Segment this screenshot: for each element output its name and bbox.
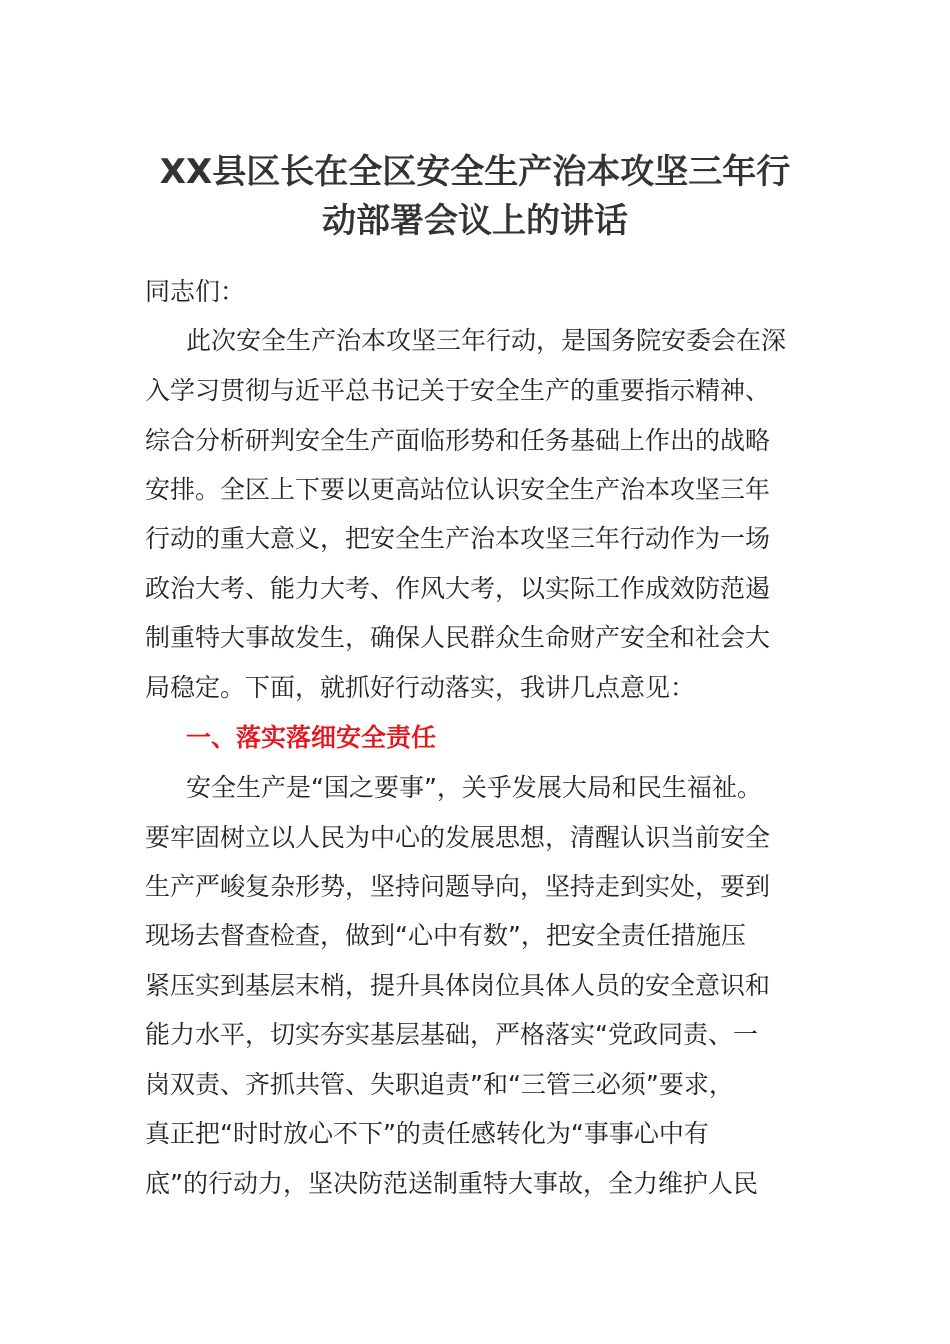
paragraph-2-line-2: 要牢固树立以人民为中心的发展思想，清醒认识当前安全: [145, 823, 771, 852]
paragraph-1-line-5: 行动的重大意义，把安全生产治本攻坚三年行动作为一场: [145, 524, 771, 553]
paragraph-2-line-7: 岗双责、齐抓共管、失职追责”和“三管三必须”要求，: [145, 1070, 734, 1099]
paragraph-2-line-4: 现场去督查检查，做到“心中有数”，把安全责任措施压: [145, 921, 746, 950]
paragraph-1-line-4: 安排。全区上下要以更高站位认识安全生产治本攻坚三年: [145, 475, 771, 504]
paragraph-1-line-3: 综合分析研判安全生产面临形势和任务基础上作出的战略: [145, 426, 771, 455]
paragraph-2-line-8: 真正把“时时放心不下”的责任感转化为“事事心中有: [145, 1119, 709, 1148]
salutation: 同志们：: [145, 277, 246, 306]
paragraph-1-line-1: 此次安全生产治本攻坚三年行动，是国务院安委会在深: [186, 326, 787, 355]
paragraph-1-line-8: 局稳定。下面，就抓好行动落实，我讲几点意见：: [145, 673, 696, 702]
paragraph-2-line-5: 紧压实到基层末梢，提升具体岗位具体人员的安全意识和: [145, 971, 771, 1000]
document-title-line-2: 动部署会议上的讲话: [322, 201, 628, 241]
document-title-line-1: XX县区长在全区安全生产治本攻坚三年行: [159, 152, 791, 192]
section-1-heading: 一、落实落细安全责任: [186, 723, 437, 752]
paragraph-2-line-6: 能力水平，切实夯实基层基础，严格落实“党政同责、一: [145, 1020, 758, 1049]
paragraph-1-line-7: 制重特大事故发生，确保人民群众生命财产安全和社会大: [145, 623, 771, 652]
paragraph-1-line-6: 政治大考、能力大考、作风大考，以实际工作成效防范遏: [145, 574, 771, 603]
paragraph-2-line-9: 底”的行动力，坚决防范送制重特大事故，全力维护人民: [145, 1169, 758, 1198]
paragraph-2-line-3: 生产严峻复杂形势，坚持问题导向，坚持走到实处，要到: [145, 872, 771, 901]
paragraph-2-line-1: 安全生产是“国之要事”，关乎发展大局和民生福祉。: [186, 773, 762, 802]
paragraph-1-line-2: 入学习贯彻与近平总书记关于安全生产的重要指示精神、: [145, 376, 771, 405]
